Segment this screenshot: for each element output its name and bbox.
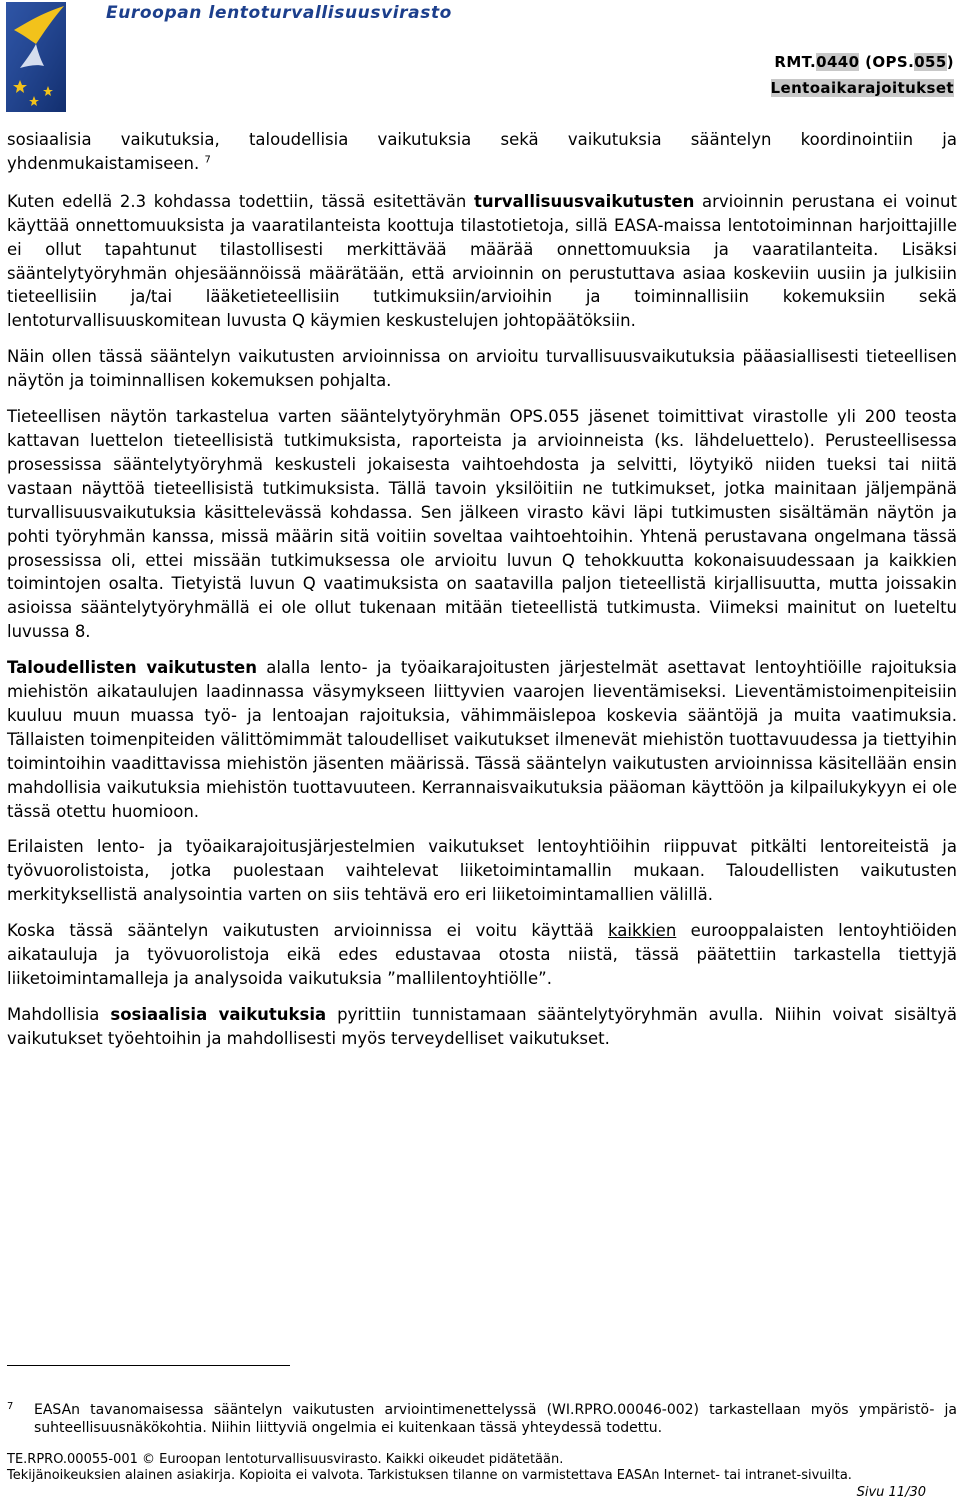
footnote-divider — [7, 1365, 290, 1366]
economic-impacts-term: Taloudellisten vaikutusten — [7, 658, 257, 678]
ref-ops: OPS. — [872, 53, 915, 71]
subtitle-text: Lentoaikarajoitukset — [770, 79, 954, 97]
agency-name: Euroopan lentoturvallisuusvirasto — [106, 3, 452, 23]
ref-prefix: RMT. — [774, 53, 817, 71]
paragraph-6: Erilaisten lento- ja työaikarajoitusjärjestelmien vaikutukset lentoyhtiöihin riippuvat pitkälti lentoreiteistä ja työvuorolistoista, jotka puolestaan vaihtelevat liiketoimintamallin mukaan. Taloudellisten vaikutusten merkityksellistä analysointia varten on siis tehtävä ero eri liiketoimintamallien välillä. — [7, 837, 957, 905]
document-body — [7, 128, 957, 1063]
paragraph-7-text-a: Koska tässä sääntelyn vaikutusten arvioinnissa ei voitu käyttää — [7, 921, 609, 941]
page-number: Sivu 11/30 — [856, 1485, 926, 1500]
paragraph-4: Tieteellisen näytön tarkastelua varten sääntelytyöryhmän OPS.055 jäsenet toimittivat virastolle yli 200 teosta kattavan luettelon tieteellisistä tutkimuksista, raporteista ja arvioinneista (ks. lähdeluettelo). Perusteellisessa prosessissa sääntelytyöryhmä keskusteli jokaisesta vaihtoehdosta ja selvitti, löytyikö niiden tueksi tai niitä vastaan näyttöä tieteellisistä tutkimuksista. Tällä tavoin yksilöitiin ne tutkimukset, jotka mainitaan jäljempänä turvallisuusvaikutuksia käsittelevässä kohdassa. Sen jälkeen virasto kävi läpi tutkimusten sisältämän näytön ja pohti työryhmän kanssa, missä määrin sitä voitiin soveltaa vaihtoehtoihin. Yhtenä perustavana ongelmana tässä prosessissa oli, ettei missään tutkimuksessa ole arvioitu luvun Q tehokkuutta kokonaisuudessaan ja kaikkien toimintojen osalta. Tietyistä luvun Q vaatimuksista on saatavilla paljon tieteellistä kirjallisuutta, mutta joissakin asioissa sääntelytyöryhmällä ei ole ollut tukenaan mitään tieteellistä tutkimusta. Viimeksi mainitut on lueteltu luvussa 8. — [7, 407, 957, 642]
paragraph-8-text-b: pyrittiin tunnistamaan sääntelytyöryhmän avulla. Niihin voivat sisältyä vaikutukset työehtoihin ja mahdollisesti myös terveydelliset vaikutukset. — [7, 1004, 957, 1048]
safety-impacts-term: turvallisuusvaikutusten — [474, 191, 695, 211]
paragraph-8-text-a: Mahdollisia — [7, 1004, 111, 1024]
paragraph-3: Näin ollen tässä sääntelyn vaikutusten arvioinnissa on arvioitu turvallisuusvaikutuksia pääasiallisesti tieteellisen näytön ja toiminnallisen kokemuksen pohjalta. — [7, 347, 957, 391]
paragraph-8 — [7, 1003, 957, 1051]
page-footer — [7, 1452, 957, 1484]
paragraph-7 — [7, 919, 957, 991]
document-subtitle — [771, 75, 954, 101]
document-reference — [771, 49, 954, 101]
social-impacts-term: sosiaalisia vaikutuksia — [110, 1004, 327, 1024]
paragraph-1-text: sosiaalisia vaikutuksia, taloudellisia vaikutuksia sekä vaikutuksia sääntelyn koordinointiin ja yhdenmukaistamiseen. — [7, 130, 957, 173]
paragraph-2-text-a: Kuten edellä 2.3 kohdassa todettiin, tässä esitettävän — [7, 191, 475, 211]
footnote-mark: 7 — [7, 1401, 14, 1412]
paragraph-2-text-b: arvioinnin perustana ei voinut käyttää onnettomuuksista ja vaaratilanteista koottuja tilastotietoja, sillä EASA-maissa lentotoiminnan harjoittajille ei ollut tapahtunut tilastollisesti merkittävää määrää onnettomuuksia ja vaaratilanteita. Lisäksi sääntelytyöryhmän ohjesäännöissä määrätään, että arvioinnin on perustuttava asiaa koskeviin uusiin ja julkisiin tieteellisiin ja/tai lääketieteellisiin tutkimuksiin/arvioihin ja toiminnallisiin kokemuksiin sekä lentoturvallisuuskomitean luvusta Q käymien keskustelujen johtopäätöksiin. — [7, 191, 957, 331]
footnote-reference: 7 — [204, 154, 211, 166]
paragraph-7-text-b: eurooppalaisten lentoyhtiöiden aikatauluja ja työvuorolistoja eikä edes edustavaa otosta niistä, tässä päätettiin tarkastella tiettyjä liiketoimintamalleja ja analysoida vaikutuksia ”mallilentoyhtiölle”. — [7, 921, 957, 988]
easa-logo-icon — [6, 2, 66, 112]
ref-paren-open: ( — [859, 53, 873, 71]
paragraph-2 — [7, 190, 957, 333]
copyright-line: TE.RPRO.00055-001 © Euroopan lentoturvallisuusvirasto. Kaikki oikeudet pidätetään. — [7, 1452, 564, 1467]
ref-ops-number: 055 — [914, 53, 947, 71]
underlined-term: kaikkien — [608, 921, 677, 941]
paragraph-5-text: alalla lento- ja työaikarajoitusten järjestelmät asettavat lentoyhtiöille rajoituksia miehistön aikataulujen laadinnassa väsymykseen liittyvien vaarojen lieventämiseksi. Lieventämistoimenpiteisiin kuuluu muun muassa työ- ja lentoajan rajoituksia, vähimmäislepoa koskevia sääntöjä ja muita vaatimuksia. Tällaisten toimenpiteiden välittömimmät taloudelliset vaikutukset ilmenevät miehistön tuottavuudessa ja tiettyihin toimintoihin vaadittavissa miehistön jäsenten määrissä. Tässä sääntelyn vaikutusten arvioinnissa käsitellään ensin mahdollisia vaikutuksia miehistön tuottavuuteen. Kerrannaisvaikutuksia pääoman käyttöön ja kilpailukykyyn ei ole tässä otettu huomioon. — [7, 658, 957, 821]
ref-number: 0440 — [816, 53, 860, 71]
disclaimer-line: Tekijänoikeuksien alainen asiakirja. Kopioita ei valvota. Tarkistuksen tilanne on varmistettava EASAn Internet- tai intranet-sivuilta. — [7, 1468, 852, 1483]
rmt-reference — [771, 49, 954, 75]
paragraph-1 — [7, 128, 957, 176]
footnote — [7, 1401, 957, 1437]
paragraph-5 — [7, 656, 957, 823]
ref-paren-close: ) — [946, 53, 954, 71]
footnote-text: EASAn tavanomaisessa sääntelyn vaikutusten arviointimenettelyssä (WI.RPRO.00046-002) tarkastellaan myös ympäristö- ja suhteellisuusnäkökohtia. Niihin liittyviä ongelmia ei kuitenkaan tässä yhteydessä todettu. — [34, 1402, 957, 1436]
